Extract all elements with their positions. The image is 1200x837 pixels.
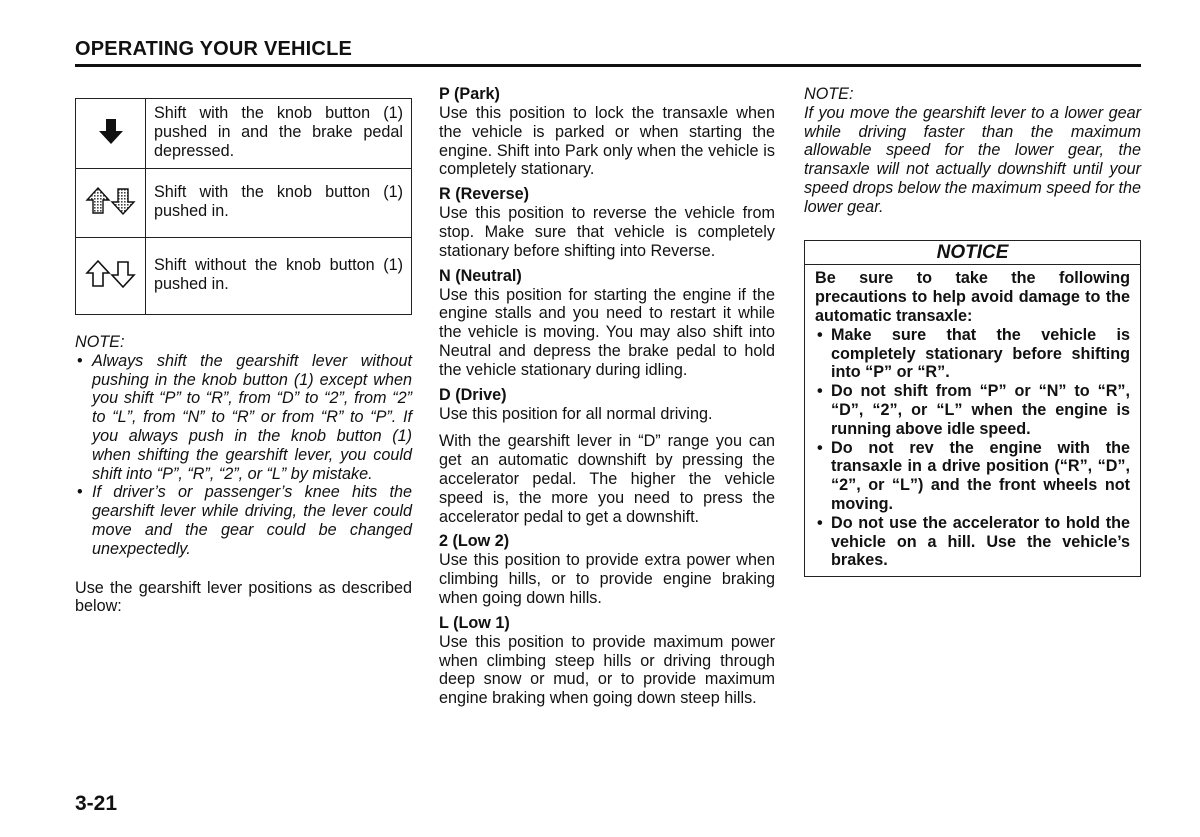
middle-column [439, 85, 775, 714]
right-note [804, 85, 1141, 217]
note-heading: NOTE: [75, 333, 125, 351]
position-text: Use this position for starting the engine if the engine stalls and you need to restart it while the vehicle is moving. You may also shift into Neutral and depress the brake pedal to hold the vehicle stationary during idling. [439, 285, 775, 379]
notice-body [805, 265, 1140, 576]
left-note [75, 333, 412, 559]
notice-intro: Be sure to take the following precautions to help avoid damage to the automatic transaxle: [815, 269, 1130, 325]
position-section [439, 85, 775, 179]
position-title: L (Low 1) [439, 613, 510, 632]
table-row [76, 99, 412, 169]
icon-cell [76, 238, 146, 315]
solid-down-arrow-icon [98, 131, 124, 149]
left-column [75, 98, 412, 616]
position-section [439, 267, 775, 380]
table-row [76, 169, 412, 238]
right-column [804, 85, 1141, 577]
position-text: Use this position to lock the transaxle when the vehicle is parked or when starting the engine. Shift into Park only when the vehicle is completely stationary. [439, 104, 775, 179]
note-text: If you move the gearshift lever to a lower gear while driving faster than the maximum allowable speed for the lower gear, the transaxle will not actually downshift until your speed drops below the maximum speed for the lower gear. [804, 103, 1141, 216]
notice-bullet: • Do not rev the engine with the transaxle in a drive position (“R”, “D”, “2”, or “L”) and the front wheels not moving. [831, 439, 1130, 514]
position-text: Use this position to reverse the vehicle from stop. Make sure that vehicle is completely stationary before shifting into Reverse. [439, 204, 775, 260]
position-title: R (Reverse) [439, 185, 529, 204]
page-header-title: OPERATING YOUR VEHICLE [75, 38, 353, 60]
icon-cell [76, 99, 146, 169]
position-title: 2 (Low 2) [439, 532, 510, 551]
position-section [439, 614, 775, 708]
position-section [439, 386, 775, 527]
notice-bullet-list [815, 326, 1130, 570]
notice-bullet: • Make sure that the vehicle is completely stationary before shifting into “P” or “R”. [831, 326, 1130, 382]
position-title: P (Park) [439, 85, 500, 103]
table-cell-text: Shift with the knob button (1) pushed in and the brake pedal depressed. [146, 99, 412, 169]
notice-bullet: • Do not use the accelerator to hold the vehicle on a hill. Use the vehicle’s brakes. [831, 514, 1130, 570]
shaded-up-down-arrows-icon [85, 202, 137, 220]
shift-method-table [75, 98, 412, 315]
position-text: Use this position to provide maximum power when climbing steep hills or driving through deep snow or mud, or to provide maximum engine braking when going down steep hills. [439, 632, 775, 708]
position-section [439, 185, 775, 260]
icon-cell [76, 169, 146, 238]
note-heading: NOTE: [804, 85, 854, 103]
table-cell-text: Shift with the knob button (1) pushed in. [146, 169, 412, 238]
note-bullet-list [75, 352, 412, 559]
header-rule [75, 64, 1141, 67]
usage-paragraph: Use the gearshift lever positions as described below: [75, 578, 412, 616]
note-bullet: • Always shift the gearshift lever without pushing in the knob button (1) except when you shift “P” to “R”, from “D” to “2”, from “2” to “L”, from “N” to “R” or from “R” to “P”. If you always push in the knob button (1) when shifting the gearshift lever, you could shift into “P”, “R”, “2”, or “L” by mistake. [92, 352, 412, 484]
outline-up-down-arrows-icon [85, 275, 137, 293]
position-text: With the gearshift lever in “D” range you can get an automatic downshift by pressing the accelerator pedal. The higher the vehicle speed is, the more you need to press the accelerator pedal to get a downshift. [439, 432, 775, 526]
notice-title: NOTICE [805, 241, 1140, 266]
page-number: 3-21 [75, 792, 118, 815]
position-title: N (Neutral) [439, 266, 522, 285]
table-row [76, 238, 412, 315]
notice-box [804, 240, 1141, 578]
position-section [439, 532, 775, 607]
note-bullet: • If driver’s or passenger’s knee hits the gearshift lever while driving, the lever could move and the gear could be changed unexpectedly. [92, 483, 412, 558]
notice-bullet: • Do not shift from “P” or “N” to “R”, “D”, “2”, or “L” when the engine is running above idle speed. [831, 382, 1130, 438]
position-title: D (Drive) [439, 385, 507, 404]
position-text: Use this position to provide extra power when climbing hills, or to provide engine braking when going down hills. [439, 551, 775, 607]
position-text: Use this position for all normal driving. [439, 404, 713, 423]
table-cell-text: Shift without the knob button (1) pushed in. [146, 238, 412, 315]
